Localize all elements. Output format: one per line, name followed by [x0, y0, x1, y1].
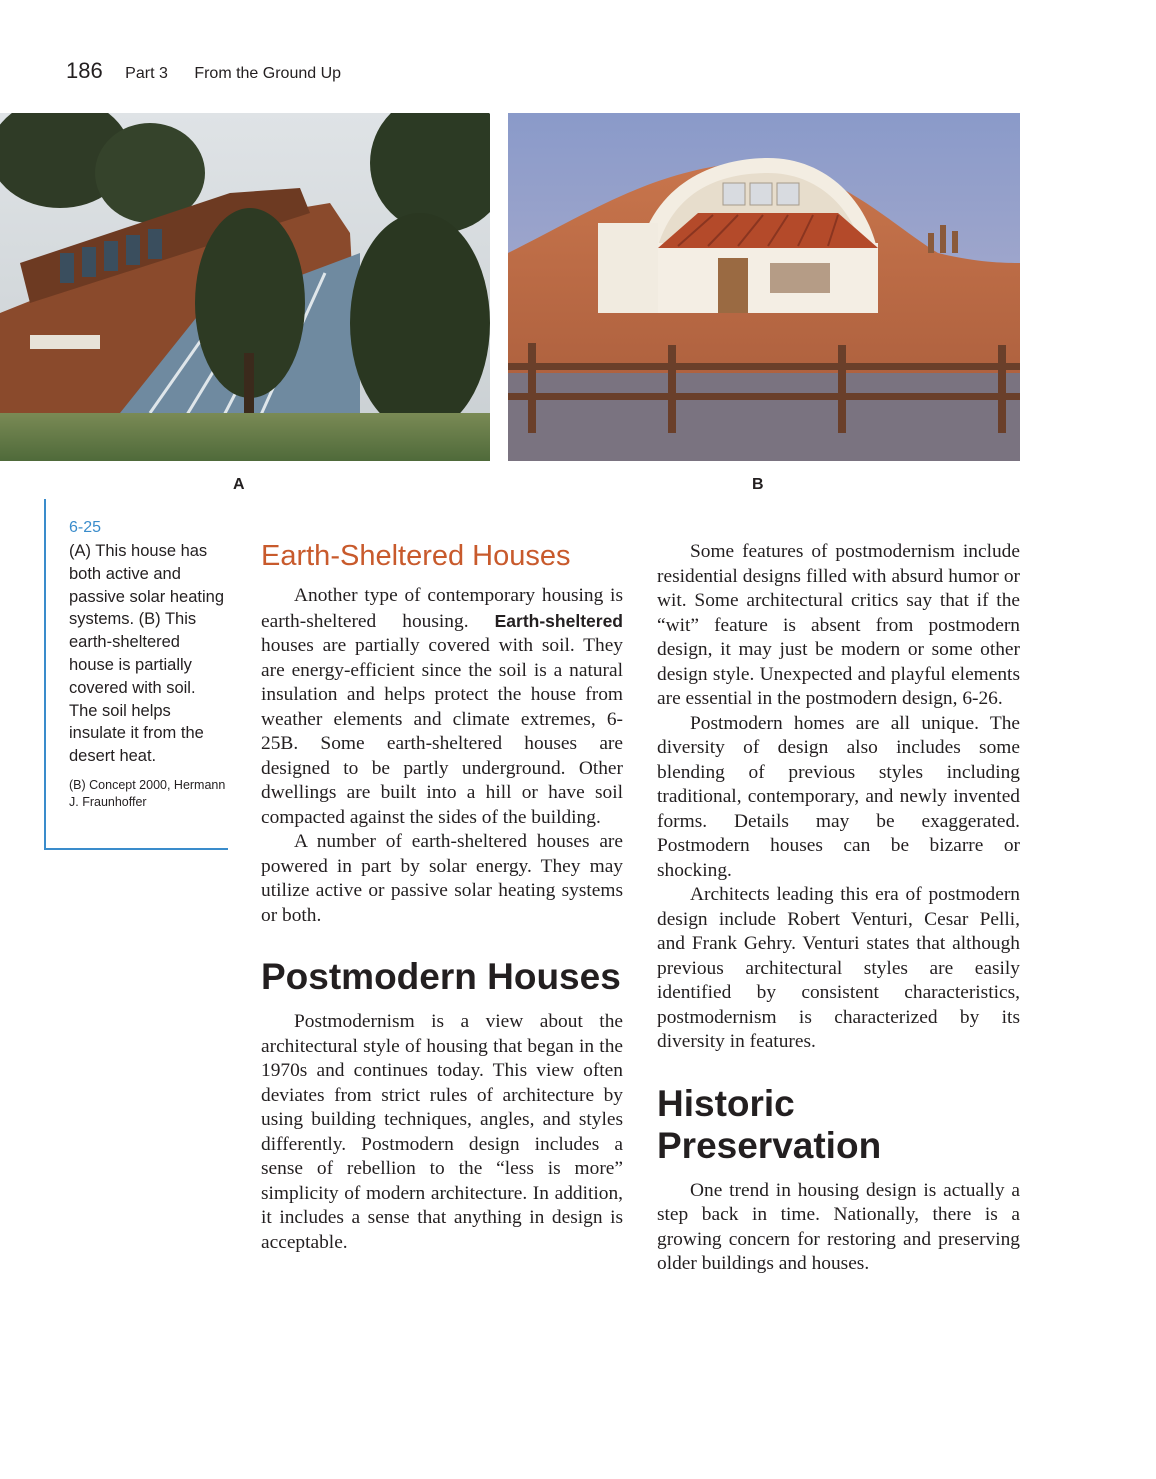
caption-credit: (B) Concept 2000, Hermann J. Fraunhoffer	[69, 777, 226, 809]
paragraph: Postmodernism is a view about the architectural style of housing that began in the 1970s and continues today. This view often deviates from strict rules of architecture by using building techniques, angles, and styles differently. Postmodern design includes a sense of rebellion to the “less is more” simplicity of modern architecture. In addition, it includes a sense that anything in design is acceptable.	[261, 1011, 623, 1253]
photo-label-b: B	[752, 476, 764, 493]
section-title: From the Ground Up	[194, 65, 342, 82]
figure-caption	[44, 499, 228, 850]
running-header	[66, 58, 341, 84]
paragraph: One trend in housing design is actually a step back in time. Nationally, there is a growing concern for restoring and preserving older buildings and houses.	[657, 1179, 1020, 1274]
paragraph	[261, 584, 623, 830]
text-column-left	[261, 538, 623, 1255]
paragraph-text: Another type of contemporary housing is earth-sheltered housing.	[261, 585, 623, 632]
page-number: 186	[66, 58, 103, 83]
caption-text: (A) This house has both active and passive solar heating systems. (B) This earth-sheltered house is partially covered with soil. The soil helps insulate it from the desert heat.	[69, 542, 225, 766]
part-label: Part 3	[125, 65, 168, 82]
heading-earth-sheltered: Earth-Sheltered Houses	[261, 540, 571, 572]
photo-a-solar-house	[0, 113, 490, 461]
paragraph: Postmodern homes are all unique. The diversity of design also includes some blending of previous styles including traditional, contemporary, and newly invented forms. Details may be exaggerated. Postmodern houses can be bizarre or shocking.	[657, 712, 1020, 881]
paragraph: Architects leading this era of postmodern design include Robert Venturi, Cesar Pelli, and Frank Gehry. Venturi states that although previous architectural styles are easily identified by consistent characteristics, postmodernism is characterized by its diversity in features.	[657, 884, 1020, 1052]
photo-label-a: A	[233, 476, 245, 493]
paragraph: Some features of postmodernism include residential designs filled with absurd humor or wit. Some architectural critics say that if the “wit” feature is absent from postmodern design, it may just be modern or some other design style. Unexpected and playful elements are essential in the postmodern design, 6-26.	[657, 541, 1020, 709]
figure-number: 6-25	[69, 519, 102, 536]
paragraph: A number of earth-sheltered houses are powered in part by solar energy. They may utilize active or passive solar heating systems or both.	[261, 831, 623, 926]
heading-postmodern: Postmodern Houses	[261, 956, 621, 997]
heading-historic-preservation: Historic Preservation	[657, 1082, 882, 1166]
text-column-right	[657, 540, 1020, 1277]
paragraph-text: houses are partially covered with soil. They are energy-efficient since the soil is a natural insulation and helps protect the house from weather elements and climate extremes, 6-25B. Some earth-sheltered houses are designed to be partly underground. Other dwellings are built into a hill or have soil compacted against the sides of the building.	[261, 635, 623, 828]
photo-b-earth-sheltered-house	[508, 113, 1020, 461]
term-earth-sheltered: Earth-sheltered	[494, 610, 623, 631]
